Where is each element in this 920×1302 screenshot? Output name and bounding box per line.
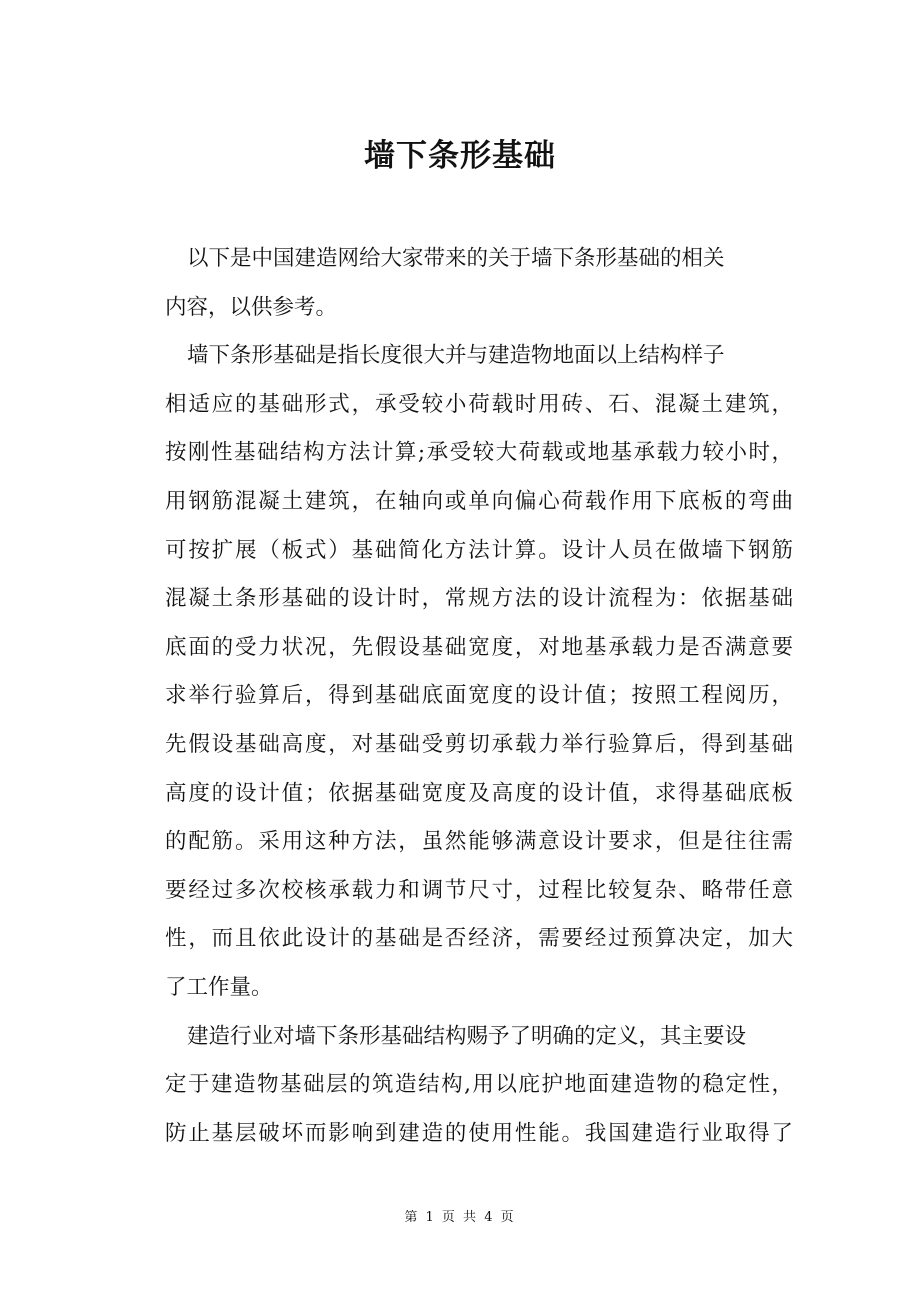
paragraph-3-line-2: 定于建造物基础层的筑造结构,用以庇护地面建造物的稳定性，	[165, 1072, 793, 1098]
paragraph-1-line-2: 内容，以供参考。	[165, 294, 338, 320]
paragraph-2-line-3: 按刚性基础结构方法计算;承受较大荷载或地基承载力较小时，	[165, 440, 793, 466]
paragraph-2-line-5: 可按扩展（板式）基础简化方法计算。设计人员在做墙下钢筋	[165, 537, 793, 563]
paragraph-2-line-11: 的配筋。采用这种方法，虽然能够满意设计要求，但是往往需	[165, 829, 793, 855]
paragraph-2-line-7: 底面的受力状况，先假设基础宽度，对地基承载力是否满意要	[165, 634, 793, 660]
paragraph-2-line-12: 要经过多次校核承载力和调节尺寸，过程比较复杂、略带任意	[165, 877, 793, 903]
document-body	[165, 235, 793, 1158]
document-title: 墙下条形基础	[364, 138, 556, 174]
paragraph-2-line-10: 高度的设计值；依据基础宽度及高度的设计值，求得基础底板	[165, 780, 793, 806]
paragraph-1-line-1: 以下是中国建造网给大家带来的关于墙下条形基础的相关	[187, 246, 725, 271]
paragraph-2-line-6: 混凝土条形基础的设计时，常规方法的设计流程为：依据基础	[165, 586, 793, 612]
paragraph-2-line-13: 性，而且依此设计的基础是否经济，需要经过预算决定，加大	[165, 926, 793, 952]
paragraph-3-line-3: 防止基层破坏而影响到建造的使用性能。我国建造行业取得了	[165, 1120, 793, 1146]
page-footer: 第 1 页 共 4 页	[404, 1210, 516, 1225]
paragraph-3-line-1: 建造行业对墙下条形基础结构赐予了明确的定义，其主要设	[187, 1023, 747, 1049]
paragraph-2-line-14: 了工作量。	[165, 974, 273, 1000]
paragraph-2-line-1: 墙下条形基础是指长度很大并与建造物地面以上结构样子	[187, 343, 725, 369]
paragraph-2-line-4: 用钢筋混凝土建筑，在轴向或单向偏心荷载作用下底板的弯曲	[165, 488, 793, 514]
paragraph-2-line-2: 相适应的基础形式，承受较小荷载时用砖、石、混凝土建筑，	[165, 391, 793, 417]
paragraph-2-line-8: 求举行验算后，得到基础底面宽度的设计值；按照工程阅历，	[165, 683, 793, 709]
paragraph-2-line-9: 先假设基础高度，对基础受剪切承载力举行验算后，得到基础	[165, 731, 793, 757]
